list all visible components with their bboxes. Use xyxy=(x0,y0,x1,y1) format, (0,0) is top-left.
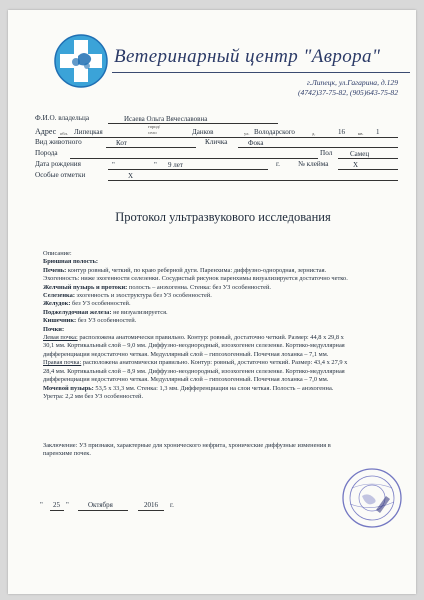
birth-date-line xyxy=(108,169,268,170)
stomach-text: без УЗ особенностей. xyxy=(70,300,131,308)
address-line xyxy=(58,137,398,138)
date-close-quote: " xyxy=(66,501,69,509)
liver-line xyxy=(43,267,395,275)
urethra-text: Уретра: 2,2 мм без УЗ особенностей. xyxy=(43,392,144,400)
left-kidney-text-1: расположена анатомически правильно. Контур: ровный, достаточно четкий. Размер: 44,8 х 29,8 х xyxy=(77,334,344,342)
date-month-line xyxy=(78,510,128,511)
kidneys-label: Почки: xyxy=(43,325,65,333)
species-line xyxy=(106,147,196,148)
spleen-label: Селезенка: xyxy=(43,292,75,300)
pancreas-label: Поджелудочная железа: xyxy=(43,308,112,316)
gallbladder-label: Желчный пузырь и протоки: xyxy=(43,283,128,291)
breed-label: Порода xyxy=(35,149,58,157)
clinic-stamp xyxy=(340,466,404,530)
street-small-label: ул. xyxy=(244,131,250,136)
region-small-label: обл. xyxy=(60,131,68,136)
date-month: Октября xyxy=(88,501,113,509)
protocol-title: Протокол ультразвукового исследования xyxy=(115,210,331,224)
stomach-line xyxy=(43,300,395,308)
brand-line xyxy=(338,169,398,170)
liver-text: контур ровный, четкий, по краю реберной дуги. Паренхима: диффузно-однородная, зернистая. xyxy=(66,266,327,274)
right-kidney-label: Правая почка: xyxy=(43,359,82,367)
liver-label: Печень: xyxy=(43,266,67,274)
abdominal-label: Брюшная полость: xyxy=(43,258,99,266)
clinic-name: Ветеринарный центр "Аврора" xyxy=(114,46,381,67)
region-value: Липецкая xyxy=(74,128,103,136)
species-value: Кот xyxy=(116,139,127,147)
nickname-line xyxy=(238,147,398,148)
date-open-quote: " xyxy=(40,501,43,509)
clinic-logo xyxy=(52,32,110,90)
special-marks-value: X xyxy=(128,172,134,180)
pancreas-text: не визуализируется. xyxy=(111,308,168,316)
description-body xyxy=(43,250,395,401)
city-small-label: город/ xyxy=(148,124,161,129)
sex-value: Самец xyxy=(350,150,370,158)
birth-close-quote: " xyxy=(154,161,157,169)
nickname-value: Фока xyxy=(248,139,264,147)
city-value: Данков xyxy=(192,128,214,136)
conclusion xyxy=(43,442,403,459)
flat-small-label: кв. xyxy=(358,131,364,136)
document-page xyxy=(8,10,416,594)
right-kidney-text-2: 28,4 мм. Кортикальный слой – 8,9 мм. Диффузно-неоднородный, изоэхогенен селезенке. Кортико-медуллярная xyxy=(43,367,345,375)
brand-label: № клейма xyxy=(298,160,329,168)
date-day-line xyxy=(50,510,64,511)
sex-line xyxy=(338,158,398,159)
stomach-label: Желудок: xyxy=(43,300,71,308)
intestine-label: Кишечник: xyxy=(43,317,77,325)
flat-value: 1 xyxy=(376,128,380,136)
species-label: Вид животного xyxy=(35,138,82,146)
pancreas-line xyxy=(43,309,395,317)
intestine-text: без УЗ особенностей. xyxy=(76,317,137,325)
spleen-line xyxy=(43,292,395,300)
gallbladder-text: полость – анэхогенна. Стенка: без УЗ особенностей. xyxy=(127,283,272,291)
right-kidney-text-3: дифференциация недостаточно четкая. Медуллярный слой – гипоэхогенный. Почечная лоханка – 7,0 мм. xyxy=(43,376,329,384)
bladder-label: Мочевой пузырь: xyxy=(43,384,94,392)
bladder-text: 53,5 х 33,3 мм. Стенка: 1,3 мм. Дифференциация на слои четкая. Полость – анэхогенна. xyxy=(93,384,334,392)
owner-value: Исаева Ольга Вячеславовна xyxy=(124,115,208,123)
date-suffix: г. xyxy=(170,501,174,509)
conclusion-line-1: Заключение: УЗ признаки, характерные для хронического нефрита, хронические диффузные изменения в xyxy=(43,442,331,449)
date-year: 2016 xyxy=(144,501,158,509)
nickname-label: Кличка xyxy=(205,138,228,146)
special-marks-line xyxy=(108,180,398,181)
left-kidney-text-3: дифференциация недостаточно четкая. Медуллярный слой – гипоэхогенный. Почечная лоханка – 7,1 мм. xyxy=(43,350,329,358)
birth-date-value: 9 лет xyxy=(168,161,183,169)
right-kidney-line-1 xyxy=(43,359,395,367)
birth-open-quote: " xyxy=(112,161,115,169)
breed-line xyxy=(70,158,318,159)
left-kidney-line-1 xyxy=(43,334,395,342)
conclusion-line-2: паренхиме почек. xyxy=(43,450,92,458)
special-marks-label: Особые отметки xyxy=(35,171,86,179)
bladder-line xyxy=(43,385,395,393)
left-kidney-label: Левая почка: xyxy=(43,334,78,342)
gallbladder-line xyxy=(43,284,395,292)
header-divider xyxy=(112,72,410,73)
sex-label: Пол xyxy=(320,149,333,157)
clinic-address: г.Липецк, ул.Гагарина, д.129 xyxy=(306,78,398,87)
description-label: Описание: xyxy=(43,250,72,257)
date-day: 25 xyxy=(53,501,60,509)
date-year-line xyxy=(138,510,164,511)
left-kidney-text-2: 30,1 мм. Кортикальный слой – 9,0 мм. Диффузно-неоднородный, изоэхогенен селезенке. Кортико-медуллярная xyxy=(43,342,345,350)
right-kidney-text-1: расположена анатомически правильно. Контур: ровный, достаточно четкий. Размер: 43,4 х 27,9 х xyxy=(81,359,348,367)
birth-date-label: Дата рождения xyxy=(35,160,81,168)
owner-line xyxy=(108,123,278,124)
village-small-label: село xyxy=(148,130,157,135)
intestine-line xyxy=(43,317,395,325)
clinic-phones: (4742)37-75-82, (905)643-75-82 xyxy=(298,88,398,97)
house-small-label: д. xyxy=(312,131,316,136)
address-label: Адрес xyxy=(35,127,57,136)
owner-label: Ф.И.О. владельца xyxy=(35,114,90,122)
brand-value: X xyxy=(353,161,359,169)
house-value: 16 xyxy=(338,128,345,136)
birth-year-suffix: г. xyxy=(276,160,280,168)
spleen-text: эхогенность и эхоструктура без УЗ особенностей. xyxy=(74,292,212,300)
liver-echo: Эхогенность: ниже эхогенности селезенки. Сосудистый рисунок паренхимы визуализируется достаточно четко. xyxy=(43,275,348,283)
street-value: Володарского xyxy=(254,128,295,136)
